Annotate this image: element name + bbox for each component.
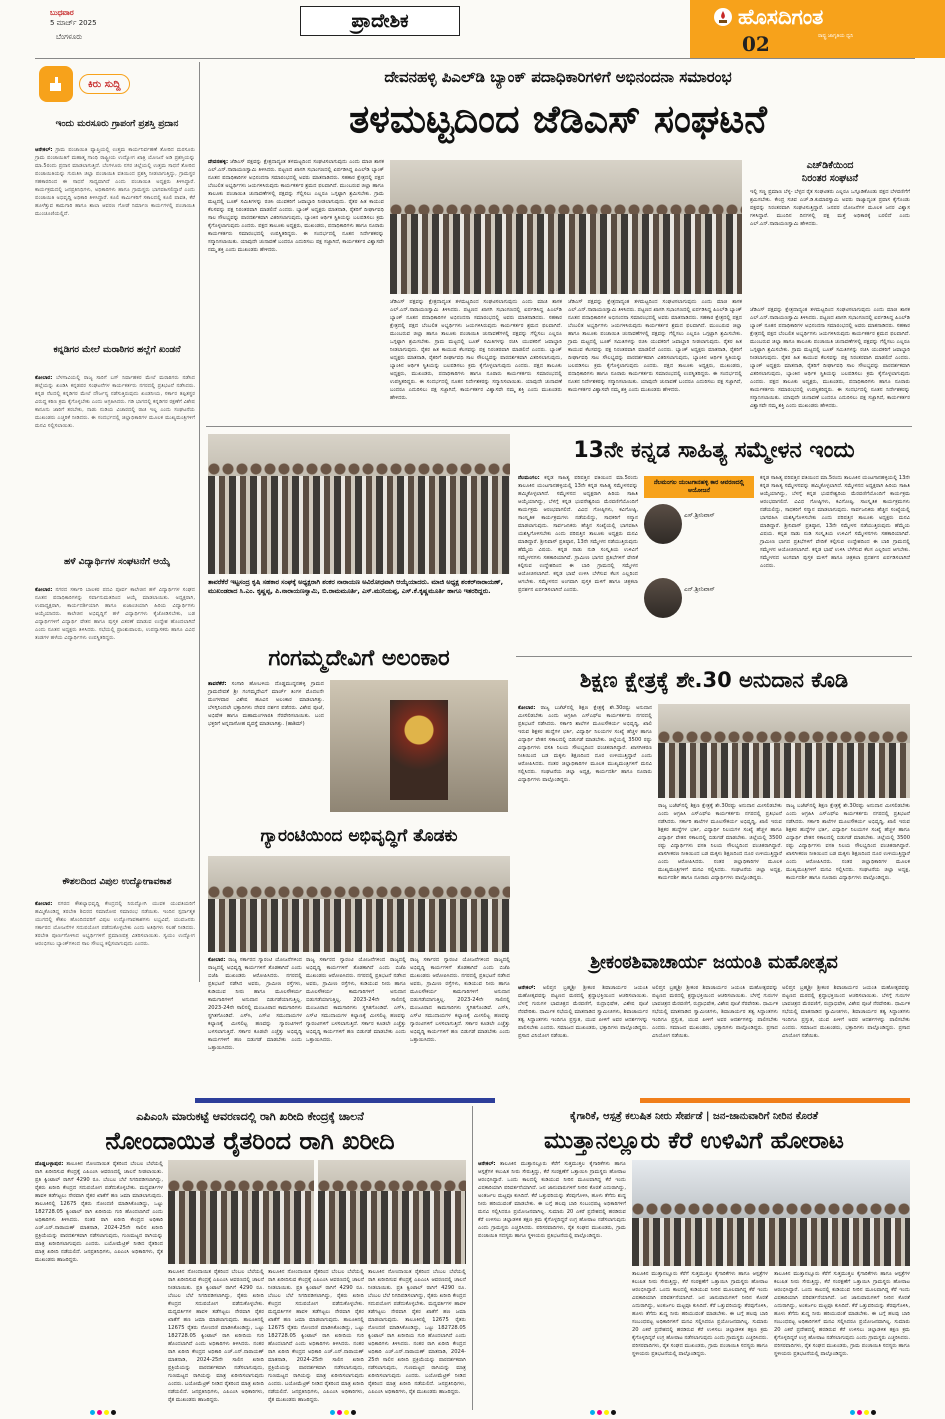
brief-2-body — [35, 374, 195, 550]
education-body-cont-1: ರಾಜ್ಯ ಬಜೆಟ್‌ನಲ್ಲಿ ಶಿಕ್ಷಣ ಕ್ಷೇತ್ರಕ್ಕೆ ಶೇ.30ರಷ್ಟು ಅನುದಾನ ಮೀಸಲಿಡಬೇಕು ಎಂದು ಆಗ್ರಹಿಸಿ ಎಸ್‌ಎಫ್‌ಐ ಕಾರ್ಯಕರ್ತರು ನಗರದಲ್ಲಿ ಪ್ರತಿಭಟನೆ ನಡೆಸಿದರು. ಸರ್ಕಾರಿ ಶಾಲೆಗಳ ಮೂಲಸೌಕರ್ಯ ಅಭಿವೃದ್ಧಿ, ಖಾಲಿ ಇರುವ ಶಿಕ್ಷಕರ ಹುದ್ದೆಗಳ ಭರ್ತಿ, ವಿದ್ಯಾರ್ಥಿ ನಿಲಯಗಳ ಸಂಖ್ಯೆ ಹೆಚ್ಚಳ ಹಾಗೂ ವಿದ್ಯಾರ್ಥಿ ವೇತನ ಸಕಾಲದಲ್ಲಿ ಬಿಡುಗಡೆ ಮಾಡಬೇಕು. ಜಿಲ್ಲೆಯಲ್ಲಿ 3500 ರಷ್ಟು ವಿದ್ಯಾರ್ಥಿಗಳು ವಸತಿ ನಿಲಯ ಸೌಲಭ್ಯದಿಂದ ವಂಚಿತರಾಗಿದ್ದಾರೆ. ಖಾಸಗೀಕರಣ ನೀತಿಯಿಂದ ಬಡ ಮಕ್ಕಳು ಶಿಕ್ಷಣದಿಂದ ದೂರ ಉಳಿಯುತ್ತಿದ್ದಾರೆ ಎಂದು ಆರೋಪಿಸಿದರು. ನಂತರ ಜಿಲ್ಲಾಧಿಕಾರಿಗಳ ಮೂಲಕ ಮುಖ್ಯಮಂತ್ರಿಗಳಿಗೆ ಮನವಿ ಸಲ್ಲಿಸಿದರು. ಸಂಘಟನೆಯ ಜಿಲ್ಲಾ ಅಧ್ಯಕ್ಷ, ಕಾರ್ಯದರ್ಶಿ ಹಾಗೂ ನೂರಾರು ವಿದ್ಯಾರ್ಥಿಗಳು ಪಾಲ್ಗೊಂಡಿದ್ದರು. — [658, 803, 782, 881]
masthead-date: 5 ಮಾರ್ಚ್ 2025 — [50, 19, 97, 27]
brief-1-body — [35, 146, 195, 338]
lead-bottom-rule — [206, 426, 912, 427]
guarantee-headline: ಗ್ಯಾರಂಟಿಯಿಂದ ಅಭಿವೃದ್ಧಿಗೆ ತೊಡಕು — [260, 826, 458, 846]
ragi-headline: ನೋಂದಾಯಿತ ರೈತರಿಂದ ರಾಗಿ ಖರೀದಿ — [105, 1127, 395, 1155]
sahitya-badge-text: ನೆಲಮಂಗಲ ಯಂಟಗಾನಹಳ್ಳಿ ಕಾರ ಆವರಣದಲ್ಲಿ ಆಯೋಜನೆ — [653, 479, 745, 494]
felicitation-caption: ತಾವರೆಕೆರೆ ಇಟ್ಟಸಂದ್ರ ಕೃಷಿ ಸಹಕಾರ ಸಂಘಕ್ಕೆ ಅಧ್ಯಕ್ಷರಾಗಿ ಶಂಕರ ನಾರಾಯಣ ಅವಿರೋಧವಾಗಿ ಆಯ್ಕೆಯಾದರು. ಮಾಜಿ ಅಧ್ಯಕ್ಷ ಶಂಕರ್‌ನಾರಾಯಣ್, ಮುಖಂಡರಾದ ಸಿ.ಎಂ. ಕೃಷ್ಣಪ್ಪ, ಪಿ.ನಾರಾಯಣಸ್ವಾಮಿ, ಬಿ.ರಾಮಮೂರ್ತಿ, ಎಸ್.ಮುನಿಯಪ್ಪ, ಎಸ್.ಕೆ.ಕೃಷ್ಣಮೂರ್ತಿ ಹಾಗೂ ಇತರರಿದ್ದರು. — [208, 578, 503, 595]
sahitya-body-text: ಕನ್ನಡ ಸಾಹಿತ್ಯ ಪರಿಷತ್ತಿನ ವತಿಯಿಂದ ಮಾ.5ರಂದು ತಾಲೂಕಿನ ಯಂಟಗಾನಹಳ್ಳಿಯಲ್ಲಿ 13ನೇ ಕನ್ನಡ ಸಾಹಿತ್ಯ ಸಮ್ಮೇಳನವನ್ನು ಹಮ್ಮಿಕೊಳ್ಳಲಾಗಿದೆ. ಸಮ್ಮೇಳನದ ಅಧ್ಯಕ್ಷರಾಗಿ ಹಿರಿಯ ಸಾಹಿತಿ ಆಯ್ಕೆಯಾಗಿದ್ದು, ಬೆಳಗ್ಗೆ ಕನ್ನಡ ಭುವನೇಶ್ವರಿಯ ಮೆರವಣಿಗೆಯೊಂದಿಗೆ ಕಾರ್ಯಕ್ರಮ ಆರಂಭವಾಗಲಿದೆ. ವಿವಿಧ ಗೋಷ್ಠಿಗಳು, ಕವಿಗೋಷ್ಠಿ, ಸಾಂಸ್ಕೃತಿಕ ಕಾರ್ಯಕ್ರಮಗಳು ನಡೆಯಲಿದ್ದು, ಸಾಧಕರಿಗೆ ಸನ್ಮಾನ ಮಾಡಲಾಗುವುದು. ಸಾರ್ವಜನಿಕರು ಹೆಚ್ಚಿನ ಸಂಖ್ಯೆಯಲ್ಲಿ ಭಾಗವಹಿಸಿ ಯಶಸ್ವಿಗೊಳಿಸಬೇಕು ಎಂದು ಪರಿಷತ್ತಿನ ತಾಲೂಕು ಅಧ್ಯಕ್ಷರು ಮನವಿ ಮಾಡಿದ್ದಾರೆ. ಶ್ರೀನಿವಾಸ್ ಪ್ರತಿಷ್ಠಾನ, 13ನೇ ಸಮ್ಮೇಳನ ನಡೆಯುತ್ತಿರುವುದು ಹೆಮ್ಮೆಯ ವಿಷಯ. ಕನ್ನಡ ನಾಡು ನುಡಿ ಸಂಸ್ಕೃತಿಯ ಉಳಿವಿಗೆ ಸಮ್ಮೇಳನಗಳು ಸಹಕಾರಿಯಾಗಿವೆ. ಗ್ರಾಮೀಣ ಭಾಗದ ಪ್ರತಿಭೆಗಳಿಗೆ ವೇದಿಕೆ ಕಲ್ಪಿಸುವ ಉದ್ದೇಶದಿಂದ ಈ ಬಾರಿ ಗ್ರಾಮದಲ್ಲಿ ಸಮ್ಮೇಳನ ಆಯೋಜಿಸಲಾಗಿದೆ. ಕನ್ನಡ ಭಾಷೆ ಉಳಿಸಿ ಬೆಳೆಸುವ ಕೆಲಸ ಎಲ್ಲರಿಂದ ಆಗಬೇಕು. ಸಮ್ಮೇಳನದ ಅಂಗವಾಗಿ ಪುಸ್ತಕ ಮಳಿಗೆ ಹಾಗೂ ಚಿತ್ರಕಲಾ ಪ್ರದರ್ಶನ ಏರ್ಪಡಿಸಲಾಗಿದೆ ಎಂದರು. — [518, 475, 638, 593]
lead-dateline: ದೇವನಹಳ್ಳಿ: — [208, 159, 229, 165]
sahitya-portrait-2 — [644, 578, 682, 618]
guarantee-dateline: ಕೋಲಾರ: — [208, 957, 226, 963]
paper-tagline: ರಾಷ್ಟ್ರ ಜಾಗೃತಿಯ ಧ್ವನಿ — [818, 33, 854, 39]
guarantee-body-cont-1: ರಾಜ್ಯ ಸರ್ಕಾರದ ಗ್ಯಾರಂಟಿ ಯೋಜನೆಗಳಿಂದ ರಾಜ್ಯದಲ್ಲಿ ಅಭಿವೃದ್ಧಿ ಕಾರ್ಯಗಳಿಗೆ ತೊಡಕಾಗಿದೆ ಎಂದು ಬಿಜೆಪಿ ಮುಖಂಡರು ಆರೋಪಿಸಿದರು. ನಗರದಲ್ಲಿ ಪ್ರತಿಭಟನೆ ನಡೆಸಿದ ಅವರು, ಗ್ರಾಮೀಣ ರಸ್ತೆಗಳು, ಕುಡಿಯುವ ನೀರು ಹಾಗೂ ಮೂಲಸೌಕರ್ಯ ಕಾಮಗಾರಿಗಳಿಗೆ ಅನುದಾನ ಬಿಡುಗಡೆಯಾಗುತ್ತಿಲ್ಲ. 2023-24ನೇ ಸಾಲಿನಲ್ಲಿ ಮಂಜೂರಾದ ಕಾಮಗಾರಿಗಳು ಸ್ಥಗಿತಗೊಂಡಿವೆ. ಎಸ್‌ಸಿ, ಎಸ್‌ಟಿ ಸಮುದಾಯಗಳ ಕಲ್ಯಾಣಕ್ಕೆ ಮೀಸಲಿಟ್ಟ ಹಣವನ್ನು ಗ್ಯಾರಂಟಿಗಳಿಗೆ ಬಳಸಲಾಗುತ್ತಿದೆ. ಸರ್ಕಾರ ಕೂಡಲೇ ಎಚ್ಚೆತ್ತು ಅಭಿವೃದ್ಧಿ ಕಾರ್ಯಗಳಿಗೆ ಹಣ ಬಿಡುಗಡೆ ಮಾಡಬೇಕು ಎಂದು ಒತ್ತಾಯಿಸಿದರು. — [306, 957, 406, 1043]
sahitya-person-1: ಎಸ್.ಶ್ರೀನಿವಾಸ್ — [684, 512, 715, 519]
band-right — [640, 1098, 910, 1103]
education-headline: ಶಿಕ್ಷಣ ಕ್ಷೇತ್ರಕ್ಕೆ ಶೇ.30 ಅನುದಾನ ಕೊಡಿ — [579, 668, 849, 692]
brief-2-title: ಕನ್ನಡಿಗರ ಮೇಲೆ ಮರಾಠಿಗರ ಹಲ್ಲೆಗೆ ಖಂಡನೆ — [53, 345, 181, 355]
education-body-cont-2: ರಾಜ್ಯ ಬಜೆಟ್‌ನಲ್ಲಿ ಶಿಕ್ಷಣ ಕ್ಷೇತ್ರಕ್ಕೆ ಶೇ.30ರಷ್ಟು ಅನುದಾನ ಮೀಸಲಿಡಬೇಕು ಎಂದು ಆಗ್ರಹಿಸಿ ಎಸ್‌ಎಫ್‌ಐ ಕಾರ್ಯಕರ್ತರು ನಗರದಲ್ಲಿ ಪ್ರತಿಭಟನೆ ನಡೆಸಿದರು. ಸರ್ಕಾರಿ ಶಾಲೆಗಳ ಮೂಲಸೌಕರ್ಯ ಅಭಿವೃದ್ಧಿ, ಖಾಲಿ ಇರುವ ಶಿಕ್ಷಕರ ಹುದ್ದೆಗಳ ಭರ್ತಿ, ವಿದ್ಯಾರ್ಥಿ ನಿಲಯಗಳ ಸಂಖ್ಯೆ ಹೆಚ್ಚಳ ಹಾಗೂ ವಿದ್ಯಾರ್ಥಿ ವೇತನ ಸಕಾಲದಲ್ಲಿ ಬಿಡುಗಡೆ ಮಾಡಬೇಕು. ಜಿಲ್ಲೆಯಲ್ಲಿ 3500 ರಷ್ಟು ವಿದ್ಯಾರ್ಥಿಗಳು ವಸತಿ ನಿಲಯ ಸೌಲಭ್ಯದಿಂದ ವಂಚಿತರಾಗಿದ್ದಾರೆ. ಖಾಸಗೀಕರಣ ನೀತಿಯಿಂದ ಬಡ ಮಕ್ಕಳು ಶಿಕ್ಷಣದಿಂದ ದೂರ ಉಳಿಯುತ್ತಿದ್ದಾರೆ ಎಂದು ಆರೋಪಿಸಿದರು. ನಂತರ ಜಿಲ್ಲಾಧಿಕಾರಿಗಳ ಮೂಲಕ ಮುಖ್ಯಮಂತ್ರಿಗಳಿಗೆ ಮನವಿ ಸಲ್ಲಿಸಿದರು. ಸಂಘಟನೆಯ ಜಿಲ್ಲಾ ಅಧ್ಯಕ್ಷ, ಕಾರ್ಯದರ್ಶಿ ಹಾಗೂ ನೂರಾರು ವಿದ್ಯಾರ್ಥಿಗಳು ಪಾಲ್ಗೊಂಡಿದ್ದರು. — [786, 803, 910, 881]
page-number: 02 — [742, 32, 770, 56]
brief-2-dateline: ಕೋಲಾರ: — [35, 375, 53, 381]
kirusuddi-label — [79, 74, 130, 94]
sahitya-bottom-rule — [516, 656, 912, 657]
ragi-body-cont-3: ತಾಲೂಕಿನ ನೋಂದಾಯಿತ ರೈತರಿಂದ ಬೆಂಬಲ ಬೆಲೆಯಲ್ಲಿ ರಾಗಿ ಖರೀದಿಸುವ ಕೇಂದ್ರಕ್ಕೆ ಎಪಿಎಂಸಿ ಆವರಣದಲ್ಲಿ ಚಾಲನೆ ನೀಡಲಾಯಿತು. ಪ್ರತಿ ಕ್ವಿಂಟಾಲ್ ರಾಗಿಗೆ 4290 ರೂ. ಬೆಂಬಲ ಬೆಲೆ ನಿಗದಿಪಡಿಸಲಾಗಿದ್ದು, ರೈತರು ಖರೀದಿ ಕೇಂದ್ರದ ಸದುಪಯೋಗ ಪಡೆದುಕೊಳ್ಳಬೇಕು. ಮಧ್ಯವರ್ತಿಗಳ ಹಾವಳಿ ತಡೆಗಟ್ಟಲು ನೇರವಾಗಿ ರೈತರ ಖಾತೆಗೆ ಹಣ ಜಮಾ ಮಾಡಲಾಗುವುದು. ತಾಲೂಕಿನಲ್ಲಿ 12675 ರೈತರು ನೋಂದಣಿ ಮಾಡಿಸಿಕೊಂಡಿದ್ದು, ಒಟ್ಟು 182728.05 ಕ್ವಿಂಟಾಲ್ ರಾಗಿ ಖರೀದಿಯ ಗುರಿ ಹೊಂದಲಾಗಿದೆ ಎಂದು ಅಧಿಕಾರಿಗಳು ತಿಳಿಸಿದರು. ನಂತರ ರಾಗಿ ಖರೀದಿ ಕೇಂದ್ರದ ಅಧಿಕಾರಿ ಎಚ್.ಎನ್.ನಾರಾಯಣ್ ಮಾತನಾಡಿ, 2024-25ನೇ ಸಾಲಿನ ಖರೀದಿ ಪ್ರಕ್ರಿಯೆಯನ್ನು ಪಾರದರ್ಶಕವಾಗಿ ನಡೆಸಲಾಗುವುದು, ಗುಣಮಟ್ಟದ ರಾಗಿಯನ್ನು ಮಾತ್ರ ಖರೀದಿಸಲಾಗುವುದು ಎಂದರು. ಬಯೋಮೆಟ್ರಿಕ್ ನೀಡಿದ ರೈತರಿಂದ ಮಾತ್ರ ಖರೀದಿ ನಡೆಯಲಿದೆ. ಜನಪ್ರತಿನಿಧಿಗಳು, ಎಪಿಎಂಸಿ ಅಧಿಕಾರಿಗಳು, ರೈತ ಮುಖಂಡರು ಹಾಜರಿದ್ದರು. — [368, 1269, 466, 1395]
gangamma-body — [208, 680, 324, 816]
ragi-body-cont-2: ತಾಲೂಕಿನ ನೋಂದಾಯಿತ ರೈತರಿಂದ ಬೆಂಬಲ ಬೆಲೆಯಲ್ಲಿ ರಾಗಿ ಖರೀದಿಸುವ ಕೇಂದ್ರಕ್ಕೆ ಎಪಿಎಂಸಿ ಆವರಣದಲ್ಲಿ ಚಾಲನೆ ನೀಡಲಾಯಿತು. ಪ್ರತಿ ಕ್ವಿಂಟಾಲ್ ರಾಗಿಗೆ 4290 ರೂ. ಬೆಂಬಲ ಬೆಲೆ ನಿಗದಿಪಡಿಸಲಾಗಿದ್ದು, ರೈತರು ಖರೀದಿ ಕೇಂದ್ರದ ಸದುಪಯೋಗ ಪಡೆದುಕೊಳ್ಳಬೇಕು. ಮಧ್ಯವರ್ತಿಗಳ ಹಾವಳಿ ತಡೆಗಟ್ಟಲು ನೇರವಾಗಿ ರೈತರ ಖಾತೆಗೆ ಹಣ ಜಮಾ ಮಾಡಲಾಗುವುದು. ತಾಲೂಕಿನಲ್ಲಿ 12675 ರೈತರು ನೋಂದಣಿ ಮಾಡಿಸಿಕೊಂಡಿದ್ದು, ಒಟ್ಟು 182728.05 ಕ್ವಿಂಟಾಲ್ ರಾಗಿ ಖರೀದಿಯ ಗುರಿ ಹೊಂದಲಾಗಿದೆ ಎಂದು ಅಧಿಕಾರಿಗಳು ತಿಳಿಸಿದರು. ನಂತರ ರಾಗಿ ಖರೀದಿ ಕೇಂದ್ರದ ಅಧಿಕಾರಿ ಎಚ್.ಎನ್.ನಾರಾಯಣ್ ಮಾತನಾಡಿ, 2024-25ನೇ ಸಾಲಿನ ಖರೀದಿ ಪ್ರಕ್ರಿಯೆಯನ್ನು ಪಾರದರ್ಶಕವಾಗಿ ನಡೆಸಲಾಗುವುದು, ಗುಣಮಟ್ಟದ ರಾಗಿಯನ್ನು ಮಾತ್ರ ಖರೀದಿಸಲಾಗುವುದು ಎಂದರು. ಬಯೋಮೆಟ್ರಿಕ್ ನೀಡಿದ ರೈತರಿಂದ ಮಾತ್ರ ಖರೀದಿ ನಡೆಯಲಿದೆ. ಜನಪ್ರತಿನಿಧಿಗಳು, ಎಪಿಎಂಸಿ ಅಧಿಕಾರಿಗಳು, ರೈತ ಮುಖಂಡರು ಹಾಜರಿದ್ದರು. — [268, 1269, 364, 1403]
education-photo — [658, 704, 910, 798]
brief-1-title: ಇಂದು ಮರಸೂರು ಗ್ರಾಪಂಗೆ ಪ್ರಶಸ್ತಿ ಪ್ರದಾನ — [55, 119, 179, 129]
registration-marks-1 — [90, 1410, 116, 1415]
column-rule-bottom — [472, 1106, 473, 1410]
hand-icon — [39, 66, 73, 102]
lead-body-cont-2 — [568, 298, 742, 422]
sahitya-dateline: ನೆಲಮಂಗಲ: — [518, 475, 540, 481]
ragi-body-cont-1: ತಾಲೂಕಿನ ನೋಂದಾಯಿತ ರೈತರಿಂದ ಬೆಂಬಲ ಬೆಲೆಯಲ್ಲಿ ರಾಗಿ ಖರೀದಿಸುವ ಕೇಂದ್ರಕ್ಕೆ ಎಪಿಎಂಸಿ ಆವರಣದಲ್ಲಿ ಚಾಲನೆ ನೀಡಲಾಯಿತು. ಪ್ರತಿ ಕ್ವಿಂಟಾಲ್ ರಾಗಿಗೆ 4290 ರೂ. ಬೆಂಬಲ ಬೆಲೆ ನಿಗದಿಪಡಿಸಲಾಗಿದ್ದು, ರೈತರು ಖರೀದಿ ಕೇಂದ್ರದ ಸದುಪಯೋಗ ಪಡೆದುಕೊಳ್ಳಬೇಕು. ಮಧ್ಯವರ್ತಿಗಳ ಹಾವಳಿ ತಡೆಗಟ್ಟಲು ನೇರವಾಗಿ ರೈತರ ಖಾತೆಗೆ ಹಣ ಜಮಾ ಮಾಡಲಾಗುವುದು. ತಾಲೂಕಿನಲ್ಲಿ 12675 ರೈತರು ನೋಂದಣಿ ಮಾಡಿಸಿಕೊಂಡಿದ್ದು, ಒಟ್ಟು 182728.05 ಕ್ವಿಂಟಾಲ್ ರಾಗಿ ಖರೀದಿಯ ಗುರಿ ಹೊಂದಲಾಗಿದೆ ಎಂದು ಅಧಿಕಾರಿಗಳು ತಿಳಿಸಿದರು. ನಂತರ ರಾಗಿ ಖರೀದಿ ಕೇಂದ್ರದ ಅಧಿಕಾರಿ ಎಚ್.ಎನ್.ನಾರಾಯಣ್ ಮಾತನಾಡಿ, 2024-25ನೇ ಸಾಲಿನ ಖರೀದಿ ಪ್ರಕ್ರಿಯೆಯನ್ನು ಪಾರದರ್ಶಕವಾಗಿ ನಡೆಸಲಾಗುವುದು, ಗುಣಮಟ್ಟದ ರಾಗಿಯನ್ನು ಮಾತ್ರ ಖರೀದಿಸಲಾಗುವುದು ಎಂದರು. ಬಯೋಮೆಟ್ರಿಕ್ ನೀಡಿದ ರೈತರಿಂದ ಮಾತ್ರ ಖರೀದಿ ನಡೆಯಲಿದೆ. ಜನಪ್ರತಿನಿಧಿಗಳು, ಎಪಿಎಂಸಿ ಅಧಿಕಾರಿಗಳು, ರೈತ ಮುಖಂಡರು ಹಾಜರಿದ್ದರು. — [168, 1269, 264, 1403]
brief-1-dateline: ಆನೇಕಲ್: — [35, 147, 53, 153]
lead-body — [208, 158, 384, 422]
brief-4-body — [35, 900, 195, 980]
sahitya-person-2: ಎನ್.ಶ್ರೀನಿವಾಸ್ — [684, 586, 715, 593]
lake-body-cont-2: ತಾಲೂಕಿನ ಮುತ್ತಾನಲ್ಲೂರು ಕೆರೆಗೆ ಸುತ್ತಮುತ್ತಲ ಕೈಗಾರಿಕೆಗಳು ಹಾಗೂ ಆಸ್ಪತ್ರೆಗಳ ಕಲುಷಿತ ನೀರು ಸೇರುತ್ತಿದ್ದು, ಕೆರೆ ಸಂರಕ್ಷಣೆಗೆ ಒತ್ತಾಯಿಸಿ ಗ್ರಾಮಸ್ಥರು ಹೋರಾಟ ಆರಂಭಿಸಿದ್ದಾರೆ. ಒಂದು ಕಾಲದಲ್ಲಿ ಕುಡಿಯುವ ನೀರಿನ ಮೂಲವಾಗಿದ್ದ ಕೆರೆ ಇಂದು ವಿಷಕಾರಿಯಾಗಿ ಪರಿವರ್ತನೆಯಾಗಿದೆ. ಜನ ಜಾನುವಾರುಗಳಿಗೆ ನೀರಿನ ಕೊರತೆ ಎದುರಾಗಿದ್ದು, ಅಂತರ್ಜಲ ಮಟ್ಟವೂ ಕುಸಿದಿದೆ. ಕೆರೆ ಒತ್ತುವರಿಯನ್ನು ತೆರವುಗೊಳಿಸಿ, ಹೂಳು ತೆಗೆದು ಶುದ್ಧ ನೀರು ಹರಿಯುವಂತೆ ಮಾಡಬೇಕು. ಈ ಬಗ್ಗೆ ಹಲವು ಬಾರಿ ಸಂಬಂಧಪಟ್ಟ ಅಧಿಕಾರಿಗಳಿಗೆ ಮನವಿ ಸಲ್ಲಿಸಿದರೂ ಪ್ರಯೋಜನವಾಗಿಲ್ಲ. ಸುಮಾರು 20 ಎಕರೆ ಪ್ರದೇಶದಲ್ಲಿ ಹರಡಿರುವ ಕೆರೆ ಉಳಿಸಲು ಜಿಲ್ಲಾಡಳಿತ ತಕ್ಷಣ ಕ್ರಮ ಕೈಗೊಳ್ಳದಿದ್ದರೆ ಉಗ್ರ ಹೋರಾಟ ನಡೆಸಲಾಗುವುದು ಎಂದು ಗ್ರಾಮಸ್ಥರು ಎಚ್ಚರಿಸಿದರು. ಪರಿಸರವಾದಿಗಳು, ರೈತ ಸಂಘದ ಮುಖಂಡರು, ಗ್ರಾಮ ಪಂಚಾಯಿತಿ ಸದಸ್ಯರು ಹಾಗೂ ಸ್ಥಳೀಯರು ಪ್ರತಿಭಟನೆಯಲ್ಲಿ ಪಾಲ್ಗೊಂಡಿದ್ದರು. — [774, 1271, 910, 1357]
masthead-city: ಬೆಂಗಳೂರು — [56, 33, 83, 41]
lead-body-cont-1 — [390, 298, 562, 422]
paper-name: ಹೊಸದಿಗಂತ — [738, 4, 824, 29]
jayanthi-body-cont-1: ಅಲಿಪ್ತನ ಬ್ರಹ್ಮಶ್ರೀ ಶ್ರೀಕಂಠ ಶಿವಾಚಾರ್ಯರ ಜಯಂತಿ ಮಹೋತ್ಸವವನ್ನು ಪಟ್ಟಣದ ಮಠದಲ್ಲಿ ಶ್ರದ್ಧಾಭಕ್ತಿಯಿಂದ ಆಚರಿಸಲಾಯಿತು. ಬೆಳಗ್ಗೆ ಗುರುಗಳ ಭಾವಚಿತ್ರದ ಮೆರವಣಿಗೆ, ರುದ್ರಾಭಿಷೇಕ, ವಿಶೇಷ ಪೂಜೆ ನೆರವೇರಿತು. ಧಾರ್ಮಿಕ ಸಭೆಯಲ್ಲಿ ಮಾತನಾಡಿದ ಸ್ವಾಮೀಜಿಗಳು, ಶಿವಾಚಾರ್ಯರ ತತ್ವ ಸಿದ್ಧಾಂತಗಳು ಇಂದಿಗೂ ಪ್ರಸ್ತುತ, ಯುವ ಪೀಳಿಗೆ ಅವರ ಆದರ್ಶಗಳನ್ನು ಪಾಲಿಸಬೇಕು ಎಂದರು. ಸಮಾಜದ ಮುಖಂಡರು, ಭಕ್ತಾದಿಗಳು ಪಾಲ್ಗೊಂಡಿದ್ದರು. ಪ್ರಸಾದ ವಿನಿಯೋಗ ನಡೆಯಿತು. — [652, 985, 778, 1039]
lake-photo — [632, 1160, 910, 1266]
brief-3-title: ಹಳೆ ವಿದ್ಯಾರ್ಥಿಗಳ ಸಂಘಟನೆಗೆ ಆಯ್ಕೆ — [64, 557, 170, 567]
education-dateline: ಕೋಲಾರ: — [518, 705, 536, 711]
brief-3-dateline: ಕೋಲಾರ: — [35, 587, 53, 593]
guarantee-photo — [208, 856, 510, 952]
ragi-photo-2 — [318, 1160, 466, 1264]
lead-body-text: ಜೆಡಿಎಸ್ ಪಕ್ಷವನ್ನು ಕ್ಷೇತ್ರದಾದ್ಯಂತ ತಳಮಟ್ಟದಿಂದ ಸಂಘಟಿಸಲಾಗುವುದು ಎಂದು ಮಾಜಿ ಶಾಸಕ ಎಲ್.ಎನ್.ನಾರಾಯಣಸ್ವಾಮಿ ತಿಳಿಸಿದರು. ಪಟ್ಟಣದ ಖಾಸಗಿ ಸಭಾಂಗಣದಲ್ಲಿ ಏರ್ಪಡಿಸಿದ್ದ ಪಿಎಲ್‌ಡಿ ಬ್ಯಾಂಕ್ ನೂತನ ಪದಾಧಿಕಾರಿಗಳ ಅಭಿನಂದನಾ ಸಮಾರಂಭದಲ್ಲಿ ಅವರು ಮಾತನಾಡಿದರು. ಸಹಕಾರ ಕ್ಷೇತ್ರದಲ್ಲಿ ಪಕ್ಷದ ಬೆಂಬಲಿತ ಅಭ್ಯರ್ಥಿಗಳು ಜಯಗಳಿಸಿರುವುದು ಕಾರ್ಯಕರ್ತರ ಶ್ರಮದ ಫಲವಾಗಿದೆ. ಮುಂಬರುವ ಜಿಲ್ಲಾ ಹಾಗೂ ತಾಲೂಕು ಪಂಚಾಯಿತಿ ಚುನಾವಣೆಗಳಲ್ಲಿ ಪಕ್ಷವನ್ನು ಗೆಲ್ಲಿಸಲು ಎಲ್ಲರೂ ಒಗ್ಗಟ್ಟಾಗಿ ಶ್ರಮಿಸಬೇಕು. ಗ್ರಾಮ ಮಟ್ಟದಲ್ಲಿ ಬೂತ್ ಸಮಿತಿಗಳನ್ನು ರಚಿಸಿ ಯುವಕರಿಗೆ ಜವಾಬ್ದಾರಿ ನೀಡಲಾಗುವುದು. ರೈತರ ಹಿತ ಕಾಯುವ ಕೆಲಸವನ್ನು ಪಕ್ಷ ನಿರಂತರವಾಗಿ ಮಾಡಲಿದೆ ಎಂದರು. ಬ್ಯಾಂಕ್ ಅಧ್ಯಕ್ಷರು ಮಾತನಾಡಿ, ರೈತರಿಗೆ ದೀರ್ಘಾವಧಿ ಸಾಲ ಸೌಲಭ್ಯವನ್ನು ಪಾರದರ್ಶಕವಾಗಿ ವಿತರಿಸಲಾಗುವುದು, ಬ್ಯಾಂಕಿನ ಆರ್ಥಿಕ ಸ್ಥಿತಿಯನ್ನು ಬಲಪಡಿಸಲು ಕ್ರಮ ಕೈಗೊಳ್ಳಲಾಗುವುದು ಎಂದರು. ಪಕ್ಷದ ತಾಲೂಕು ಅಧ್ಯಕ್ಷರು, ಮುಖಂಡರು, ಪದಾಧಿಕಾರಿಗಳು ಹಾಗೂ ನೂರಾರು ಕಾರ್ಯಕರ್ತರು ಸಮಾರಂಭದಲ್ಲಿ ಉಪಸ್ಥಿತರಿದ್ದರು. ಈ ಸಂದರ್ಭದಲ್ಲಿ ನೂತನ ನಿರ್ದೇಶಕರನ್ನು ಸನ್ಮಾನಿಸಲಾಯಿತು. ಯಾವುದೇ ಚುನಾವಣೆ ಬಂದರೂ ಎದುರಿಸಲು ಪಕ್ಷ ಸಜ್ಜಾಗಿದೆ, ಕಾರ್ಯಕರ್ತರ ವಿಶ್ವಾಸವೇ ನಮ್ಮ ಶಕ್ತಿ ಎಂದು ಮುಖಂಡರು ಹೇಳಿದರು. — [208, 159, 384, 253]
column-rule-left — [199, 62, 200, 982]
sahitya-body — [518, 474, 638, 650]
ragi-body-text: ತಾಲೂಕಿನ ನೋಂದಾಯಿತ ರೈತರಿಂದ ಬೆಂಬಲ ಬೆಲೆಯಲ್ಲಿ ರಾಗಿ ಖರೀದಿಸುವ ಕೇಂದ್ರಕ್ಕೆ ಎಪಿಎಂಸಿ ಆವರಣದಲ್ಲಿ ಚಾಲನೆ ನೀಡಲಾಯಿತು. ಪ್ರತಿ ಕ್ವಿಂಟಾಲ್ ರಾಗಿಗೆ 4290 ರೂ. ಬೆಂಬಲ ಬೆಲೆ ನಿಗದಿಪಡಿಸಲಾಗಿದ್ದು, ರೈತರು ಖರೀದಿ ಕೇಂದ್ರದ ಸದುಪಯೋಗ ಪಡೆದುಕೊಳ್ಳಬೇಕು. ಮಧ್ಯವರ್ತಿಗಳ ಹಾವಳಿ ತಡೆಗಟ್ಟಲು ನೇರವಾಗಿ ರೈತರ ಖಾತೆಗೆ ಹಣ ಜಮಾ ಮಾಡಲಾಗುವುದು. ತಾಲೂಕಿನಲ್ಲಿ 12675 ರೈತರು ನೋಂದಣಿ ಮಾಡಿಸಿಕೊಂಡಿದ್ದು, ಒಟ್ಟು 182728.05 ಕ್ವಿಂಟಾಲ್ ರಾಗಿ ಖರೀದಿಯ ಗುರಿ ಹೊಂದಲಾಗಿದೆ ಎಂದು ಅಧಿಕಾರಿಗಳು ತಿಳಿಸಿದರು. ನಂತರ ರಾಗಿ ಖರೀದಿ ಕೇಂದ್ರದ ಅಧಿಕಾರಿ ಎಚ್.ಎನ್.ನಾರಾಯಣ್ ಮಾತನಾಡಿ, 2024-25ನೇ ಸಾಲಿನ ಖರೀದಿ ಪ್ರಕ್ರಿಯೆಯನ್ನು ಪಾರದರ್ಶಕವಾಗಿ ನಡೆಸಲಾಗುವುದು, ಗುಣಮಟ್ಟದ ರಾಗಿಯನ್ನು ಮಾತ್ರ ಖರೀದಿಸಲಾಗುವುದು ಎಂದರು. ಬಯೋಮೆಟ್ರಿಕ್ ನೀಡಿದ ರೈತರಿಂದ ಮಾತ್ರ ಖರೀದಿ ನಡೆಯಲಿದೆ. ಜನಪ್ರತಿನಿಧಿಗಳು, ಎಪಿಎಂಸಿ ಅಧಿಕಾರಿಗಳು, ರೈತ ಮುಖಂಡರು ಹಾಜರಿದ್ದರು. — [35, 1161, 163, 1263]
gangamma-dateline: ತಾವರೆಕೆರೆ: — [208, 681, 227, 687]
guarantee-body-cont-2: ರಾಜ್ಯ ಸರ್ಕಾರದ ಗ್ಯಾರಂಟಿ ಯೋಜನೆಗಳಿಂದ ರಾಜ್ಯದಲ್ಲಿ ಅಭಿವೃದ್ಧಿ ಕಾರ್ಯಗಳಿಗೆ ತೊಡಕಾಗಿದೆ ಎಂದು ಬಿಜೆಪಿ ಮುಖಂಡರು ಆರೋಪಿಸಿದರು. ನಗರದಲ್ಲಿ ಪ್ರತಿಭಟನೆ ನಡೆಸಿದ ಅವರು, ಗ್ರಾಮೀಣ ರಸ್ತೆಗಳು, ಕುಡಿಯುವ ನೀರು ಹಾಗೂ ಮೂಲಸೌಕರ್ಯ ಕಾಮಗಾರಿಗಳಿಗೆ ಅನುದಾನ ಬಿಡುಗಡೆಯಾಗುತ್ತಿಲ್ಲ. 2023-24ನೇ ಸಾಲಿನಲ್ಲಿ ಮಂಜೂರಾದ ಕಾಮಗಾರಿಗಳು ಸ್ಥಗಿತಗೊಂಡಿವೆ. ಎಸ್‌ಸಿ, ಎಸ್‌ಟಿ ಸಮುದಾಯಗಳ ಕಲ್ಯಾಣಕ್ಕೆ ಮೀಸಲಿಟ್ಟ ಹಣವನ್ನು ಗ್ಯಾರಂಟಿಗಳಿಗೆ ಬಳಸಲಾಗುತ್ತಿದೆ. ಸರ್ಕಾರ ಕೂಡಲೇ ಎಚ್ಚೆತ್ತು ಅಭಿವೃದ್ಧಿ ಕಾರ್ಯಗಳಿಗೆ ಹಣ ಬಿಡುಗಡೆ ಮಾಡಬೇಕು ಎಂದು ಒತ್ತಾಯಿಸಿದರು. — [410, 957, 510, 1043]
lamp-icon — [714, 8, 732, 26]
jayanthi-headline: ಶ್ರೀಕಂಠಶಿವಾಚಾರ್ಯ ಜಯಂತಿ ಮಹೋತ್ಸವ — [590, 952, 838, 973]
brief-2-text: ಬೆಳಗಾವಿಯಲ್ಲಿ ರಾಜ್ಯ ಸಾರಿಗೆ ಬಸ್ ನಿರ್ವಾಹಕರ ಮೇಲೆ ಮರಾಠಿಗರು ನಡೆಸಿದ ಹಲ್ಲೆಯನ್ನು ಖಂಡಿಸಿ ಕನ್ನಡಪರ ಸಂಘಟನೆಗಳ ಕಾರ್ಯಕರ್ತರು ನಗರದಲ್ಲಿ ಪ್ರತಿಭಟನೆ ನಡೆಸಿದರು. ಕನ್ನಡ ನೆಲದಲ್ಲಿ ಕನ್ನಡಿಗರ ಮೇಲೆ ದೌರ್ಜನ್ಯ ನಡೆಸುತ್ತಿರುವುದು ಖಂಡನೀಯ, ಸರ್ಕಾರ ತಪ್ಪಿತಸ್ಥರ ವಿರುದ್ಧ ಕಠಿಣ ಕ್ರಮ ಕೈಗೊಳ್ಳಬೇಕು ಎಂದು ಆಗ್ರಹಿಸಿದರು. ಗಡಿ ಭಾಗದಲ್ಲಿ ಕನ್ನಡಿಗರ ರಕ್ಷಣೆಗೆ ವಿಶೇಷ ಕಾನೂನು ಜಾರಿಗೆ ತರಬೇಕು, ನಾಡು ನುಡಿಯ ವಿಚಾರದಲ್ಲಿ ರಾಜಿ ಇಲ್ಲ ಎಂದು ಸಂಘಟನೆಯ ಮುಖಂಡರು ಎಚ್ಚರಿಕೆ ನೀಡಿದರು. ಈ ಸಂದರ್ಭದಲ್ಲಿ ಜಿಲ್ಲಾಧಿಕಾರಿಗಳ ಮೂಲಕ ಮುಖ್ಯಮಂತ್ರಿಗಳಿಗೆ ಮನವಿ ಸಲ್ಲಿಸಲಾಯಿತು. — [35, 375, 195, 429]
registration-marks-4 — [850, 1410, 876, 1415]
sahitya-body-cont — [760, 474, 910, 650]
sidebar-title-2: ನಿರಂತರ ಸಂಘಟನೆ — [801, 173, 859, 184]
sidebar-body: ಇಲ್ಲಿ ಸಣ್ಣ ಪ್ರಮಾಣ ಬೆಳ್ಳ- ಬೆಳ್ಳದ ರೈತ ಸಂಘಟಿತರು ಎಲ್ಲರೂ ಒಗ್ಗೂಡಿಕೊಂಡು ಪಕ್ಷದ ಬೆಳವಣಿಗೆಗೆ ಶ್ರಮಿಸಬೇಕು. ಕೇಂದ್ರ ಸಚಿವ ಎಚ್.ಡಿ.ಕುಮಾರಸ್ವಾಮಿ ಅವರು ರಾಜ್ಯಾದ್ಯಂತ ಪ್ರವಾಸ ಕೈಗೊಂಡು ಪಕ್ಷವನ್ನು ನಿರಂತರವಾಗಿ ಸಂಘಟಿಸುತ್ತಿದ್ದಾರೆ. ಜನಪರ ಯೋಜನೆಗಳ ಮೂಲಕ ಜನರ ವಿಶ್ವಾಸ ಗಳಿಸಿದ್ದಾರೆ. ಮುಂದಿನ ದಿನಗಳಲ್ಲಿ ಪಕ್ಷ ಮತ್ತೆ ಅಧಿಕಾರಕ್ಕೆ ಬರಲಿದೆ ಎಂದು ಎಲ್.ಎನ್.ನಾರಾಯಣಸ್ವಾಮಿ ಹೇಳಿದರು. — [750, 189, 910, 227]
masthead-day: ಬುಧವಾರ — [50, 8, 74, 17]
brief-4-text: ನಗರದ ಕೌಶಲ್ಯಾಭಿವೃದ್ಧಿ ಕೇಂದ್ರದಲ್ಲಿ ನಿರುದ್ಯೋಗಿ ಯುವಕ ಯುವತಿಯರಿಗೆ ಹಮ್ಮಿಕೊಂಡಿದ್ದ ತರಬೇತಿ ಶಿಬಿರದ ಸಮಾರೋಪ ಸಮಾರಂಭ ನಡೆಯಿತು. ಇಂದಿನ ಸ್ಪರ್ಧಾತ್ಮಕ ಯುಗದಲ್ಲಿ ಕೌಶಲ ಹೊಂದಿದವರಿಗೆ ವಿಪುಲ ಉದ್ಯೋಗಾವಕಾಶಗಳು ಲಭ್ಯವಿವೆ, ಯುವಜನರು ಸರ್ಕಾರದ ಯೋಜನೆಗಳ ಸದುಪಯೋಗ ಪಡೆದುಕೊಳ್ಳಬೇಕು ಎಂದು ಅತಿಥಿಗಳು ಸಲಹೆ ನೀಡಿದರು. ತರಬೇತಿ ಪೂರ್ಣಗೊಳಿಸಿದ ಅಭ್ಯರ್ಥಿಗಳಿಗೆ ಪ್ರಮಾಣಪತ್ರ ವಿತರಿಸಲಾಯಿತು. ಸ್ವಯಂ ಉದ್ಯೋಗ ಆರಂಭಿಸಲು ಬ್ಯಾಂಕ್‌ಗಳಿಂದ ಸಾಲ ಸೌಲಭ್ಯ ಕಲ್ಪಿಸಲಾಗುವುದು ಎಂದರು. — [35, 901, 196, 947]
brief-3-text: ನಗರದ ಸರ್ಕಾರಿ ಬಾಲಕರ ಪದವಿ ಪೂರ್ವ ಕಾಲೇಜಿನ ಹಳೆ ವಿದ್ಯಾರ್ಥಿಗಳ ಸಂಘದ ನೂತನ ಪದಾಧಿಕಾರಿಗಳನ್ನು ಸರ್ವಾನುಮತದಿಂದ ಆಯ್ಕೆ ಮಾಡಲಾಯಿತು. ಅಧ್ಯಕ್ಷರಾಗಿ, ಉಪಾಧ್ಯಕ್ಷರಾಗಿ, ಕಾರ್ಯದರ್ಶಿಯಾಗಿ ಹಾಗೂ ಖಜಾಂಚಿಯಾಗಿ ಹಿರಿಯ ವಿದ್ಯಾರ್ಥಿಗಳು ಆಯ್ಕೆಯಾದರು. ಕಾಲೇಜಿನ ಅಭಿವೃದ್ಧಿಗೆ ಹಳೆ ವಿದ್ಯಾರ್ಥಿಗಳು ಕೈಜೋಡಿಸಬೇಕು, ಬಡ ವಿದ್ಯಾರ್ಥಿಗಳಿಗೆ ವಿದ್ಯಾರ್ಥಿ ವೇತನ ಹಾಗೂ ಪುಸ್ತಕ ವಿತರಣೆ ಮಾಡುವ ಉದ್ದೇಶ ಹೊಂದಲಾಗಿದೆ ಎಂದು ನೂತನ ಅಧ್ಯಕ್ಷರು ತಿಳಿಸಿದರು. ಸಭೆಯಲ್ಲಿ ಪ್ರಾಂಶುಪಾಲರು, ಉಪನ್ಯಾಸಕರು ಹಾಗೂ ವಿವಿಧ ತಂಡಗಳ ಹಳೆಯ ವಿದ್ಯಾರ್ಥಿಗಳು ಉಪಸ್ಥಿತರಿದ್ದರು. — [35, 587, 195, 641]
section-banner — [300, 6, 460, 36]
lead-kicker: ದೇವನಹಳ್ಳಿ ಪಿಎಲ್‌ಡಿ ಬ್ಯಾಂಕ್ ಪದಾಧಿಕಾರಿಗಳಿಗೆ ಅಭಿನಂದನಾ ಸಮಾರಂಭ — [384, 68, 732, 86]
lead-photo — [390, 160, 742, 294]
lake-body — [478, 1160, 626, 1408]
lake-headline: ಮುತ್ತಾನಲ್ಲೂರು ಕೆರೆ ಉಳಿವಿಗೆ ಹೋರಾಟ — [544, 1128, 844, 1154]
brief-4-dateline: ಕೋಲಾರ: — [35, 901, 53, 907]
guarantee-body — [208, 956, 302, 1051]
ragi-photo-1 — [168, 1160, 314, 1264]
masthead — [0, 0, 945, 60]
gangamma-photo — [330, 680, 508, 812]
sidebar-title-1: ಎಚ್‌ಡಿಕೆಯಿಂದ — [806, 160, 854, 171]
jayanthi-dateline: ಆನೇಕಲ್: — [518, 985, 536, 991]
jayanthi-body-cont-2: ಅಲಿಪ್ತನ ಬ್ರಹ್ಮಶ್ರೀ ಶ್ರೀಕಂಠ ಶಿವಾಚಾರ್ಯರ ಜಯಂತಿ ಮಹೋತ್ಸವವನ್ನು ಪಟ್ಟಣದ ಮಠದಲ್ಲಿ ಶ್ರದ್ಧಾಭಕ್ತಿಯಿಂದ ಆಚರಿಸಲಾಯಿತು. ಬೆಳಗ್ಗೆ ಗುರುಗಳ ಭಾವಚಿತ್ರದ ಮೆರವಣಿಗೆ, ರುದ್ರಾಭಿಷೇಕ, ವಿಶೇಷ ಪೂಜೆ ನೆರವೇರಿತು. ಧಾರ್ಮಿಕ ಸಭೆಯಲ್ಲಿ ಮಾತನಾಡಿದ ಸ್ವಾಮೀಜಿಗಳು, ಶಿವಾಚಾರ್ಯರ ತತ್ವ ಸಿದ್ಧಾಂತಗಳು ಇಂದಿಗೂ ಪ್ರಸ್ತುತ, ಯುವ ಪೀಳಿಗೆ ಅವರ ಆದರ್ಶಗಳನ್ನು ಪಾಲಿಸಬೇಕು ಎಂದರು. ಸಮಾಜದ ಮುಖಂಡರು, ಭಕ್ತಾದಿಗಳು ಪಾಲ್ಗೊಂಡಿದ್ದರು. ಪ್ರಸಾದ ವಿನಿಯೋಗ ನಡೆಯಿತು. — [782, 985, 910, 1039]
masthead-rule — [35, 58, 915, 59]
lake-kicker: ಕೈಗಾರಿಕೆ, ಆಸ್ಪತ್ರೆ ಕಲುಷಿತ ನೀರು ಸೇರ್ಪಡೆ | ಜನ-ಜಾನುವಾರಿಗೆ ನೀರಿನ ಕೊರತೆ — [570, 1111, 818, 1122]
lead-body-cont-2-text: ಜೆಡಿಎಸ್ ಪಕ್ಷವನ್ನು ಕ್ಷೇತ್ರದಾದ್ಯಂತ ತಳಮಟ್ಟದಿಂದ ಸಂಘಟಿಸಲಾಗುವುದು ಎಂದು ಮಾಜಿ ಶಾಸಕ ಎಲ್.ಎನ್.ನಾರಾಯಣಸ್ವಾಮಿ ತಿಳಿಸಿದರು. ಪಟ್ಟಣದ ಖಾಸಗಿ ಸಭಾಂಗಣದಲ್ಲಿ ಏರ್ಪಡಿಸಿದ್ದ ಪಿಎಲ್‌ಡಿ ಬ್ಯಾಂಕ್ ನೂತನ ಪದಾಧಿಕಾರಿಗಳ ಅಭಿನಂದನಾ ಸಮಾರಂಭದಲ್ಲಿ ಅವರು ಮಾತನಾಡಿದರು. ಸಹಕಾರ ಕ್ಷೇತ್ರದಲ್ಲಿ ಪಕ್ಷದ ಬೆಂಬಲಿತ ಅಭ್ಯರ್ಥಿಗಳು ಜಯಗಳಿಸಿರುವುದು ಕಾರ್ಯಕರ್ತರ ಶ್ರಮದ ಫಲವಾಗಿದೆ. ಮುಂಬರುವ ಜಿಲ್ಲಾ ಹಾಗೂ ತಾಲೂಕು ಪಂಚಾಯಿತಿ ಚುನಾವಣೆಗಳಲ್ಲಿ ಪಕ್ಷವನ್ನು ಗೆಲ್ಲಿಸಲು ಎಲ್ಲರೂ ಒಗ್ಗಟ್ಟಾಗಿ ಶ್ರಮಿಸಬೇಕು. ಗ್ರಾಮ ಮಟ್ಟದಲ್ಲಿ ಬೂತ್ ಸಮಿತಿಗಳನ್ನು ರಚಿಸಿ ಯುವಕರಿಗೆ ಜವಾಬ್ದಾರಿ ನೀಡಲಾಗುವುದು. ರೈತರ ಹಿತ ಕಾಯುವ ಕೆಲಸವನ್ನು ಪಕ್ಷ ನಿರಂತರವಾಗಿ ಮಾಡಲಿದೆ ಎಂದರು. ಬ್ಯಾಂಕ್ ಅಧ್ಯಕ್ಷರು ಮಾತನಾಡಿ, ರೈತರಿಗೆ ದೀರ್ಘಾವಧಿ ಸಾಲ ಸೌಲಭ್ಯವನ್ನು ಪಾರದರ್ಶಕವಾಗಿ ವಿತರಿಸಲಾಗುವುದು, ಬ್ಯಾಂಕಿನ ಆರ್ಥಿಕ ಸ್ಥಿತಿಯನ್ನು ಬಲಪಡಿಸಲು ಕ್ರಮ ಕೈಗೊಳ್ಳಲಾಗುವುದು ಎಂದರು. ಪಕ್ಷದ ತಾಲೂಕು ಅಧ್ಯಕ್ಷರು, ಮುಖಂಡರು, ಪದಾಧಿಕಾರಿಗಳು ಹಾಗೂ ನೂರಾರು ಕಾರ್ಯಕರ್ತರು ಸಮಾರಂಭದಲ್ಲಿ ಉಪಸ್ಥಿತರಿದ್ದರು. ಈ ಸಂದರ್ಭದಲ್ಲಿ ನೂತನ ನಿರ್ದೇಶಕರನ್ನು ಸನ್ಮಾನಿಸಲಾಯಿತು. ಯಾವುದೇ ಚುನಾವಣೆ ಬಂದರೂ ಎದುರಿಸಲು ಪಕ್ಷ ಸಜ್ಜಾಗಿದೆ, ಕಾರ್ಯಕರ್ತರ ವಿಶ್ವಾಸವೇ ನಮ್ಮ ಶಕ್ತಿ ಎಂದು ಮುಖಂಡರು ಹೇಳಿದರು. — [568, 299, 742, 393]
sahitya-headline: 13ನೇ ಕನ್ನಡ ಸಾಹಿತ್ಯ ಸಮ್ಮೇಳನ ಇಂದು — [573, 438, 855, 463]
ragi-dateline: ದೊಡ್ಡಬಳ್ಳಾಪುರ: — [35, 1161, 64, 1167]
brand-block — [690, 0, 945, 58]
lake-body-text: ತಾಲೂಕಿನ ಮುತ್ತಾನಲ್ಲೂರು ಕೆರೆಗೆ ಸುತ್ತಮುತ್ತಲ ಕೈಗಾರಿಕೆಗಳು ಹಾಗೂ ಆಸ್ಪತ್ರೆಗಳ ಕಲುಷಿತ ನೀರು ಸೇರುತ್ತಿದ್ದು, ಕೆರೆ ಸಂರಕ್ಷಣೆಗೆ ಒತ್ತಾಯಿಸಿ ಗ್ರಾಮಸ್ಥರು ಹೋರಾಟ ಆರಂಭಿಸಿದ್ದಾರೆ. ಒಂದು ಕಾಲದಲ್ಲಿ ಕುಡಿಯುವ ನೀರಿನ ಮೂಲವಾಗಿದ್ದ ಕೆರೆ ಇಂದು ವಿಷಕಾರಿಯಾಗಿ ಪರಿವರ್ತನೆಯಾಗಿದೆ. ಜನ ಜಾನುವಾರುಗಳಿಗೆ ನೀರಿನ ಕೊರತೆ ಎದುರಾಗಿದ್ದು, ಅಂತರ್ಜಲ ಮಟ್ಟವೂ ಕುಸಿದಿದೆ. ಕೆರೆ ಒತ್ತುವರಿಯನ್ನು ತೆರವುಗೊಳಿಸಿ, ಹೂಳು ತೆಗೆದು ಶುದ್ಧ ನೀರು ಹರಿಯುವಂತೆ ಮಾಡಬೇಕು. ಈ ಬಗ್ಗೆ ಹಲವು ಬಾರಿ ಸಂಬಂಧಪಟ್ಟ ಅಧಿಕಾರಿಗಳಿಗೆ ಮನವಿ ಸಲ್ಲಿಸಿದರೂ ಪ್ರಯೋಜನವಾಗಿಲ್ಲ. ಸುಮಾರು 20 ಎಕರೆ ಪ್ರದೇಶದಲ್ಲಿ ಹರಡಿರುವ ಕೆರೆ ಉಳಿಸಲು ಜಿಲ್ಲಾಡಳಿತ ತಕ್ಷಣ ಕ್ರಮ ಕೈಗೊಳ್ಳದಿದ್ದರೆ ಉಗ್ರ ಹೋರಾಟ ನಡೆಸಲಾಗುವುದು ಎಂದು ಗ್ರಾಮಸ್ಥರು ಎಚ್ಚರಿಸಿದರು. ಪರಿಸರವಾದಿಗಳು, ರೈತ ಸಂಘದ ಮುಖಂಡರು, ಗ್ರಾಮ ಪಂಚಾಯಿತಿ ಸದಸ್ಯರು ಹಾಗೂ ಸ್ಥಳೀಯರು ಪ್ರತಿಭಟನೆಯಲ್ಲಿ ಪಾಲ್ಗೊಂಡಿದ್ದರು. — [478, 1161, 626, 1239]
lead-sidebar — [750, 160, 910, 422]
brief-4-title: ಕೌಶಲದಿಂದ ವಿಪುಲ ಉದ್ಯೋಗಾವಕಾಶ — [62, 877, 172, 887]
brief-3-body — [35, 586, 195, 874]
sahitya-badge — [644, 476, 754, 498]
registration-marks-3 — [590, 1410, 616, 1415]
jayanthi-body-text: ಅಲಿಪ್ತನ ಬ್ರಹ್ಮಶ್ರೀ ಶ್ರೀಕಂಠ ಶಿವಾಚಾರ್ಯರ ಜಯಂತಿ ಮಹೋತ್ಸವವನ್ನು ಪಟ್ಟಣದ ಮಠದಲ್ಲಿ ಶ್ರದ್ಧಾಭಕ್ತಿಯಿಂದ ಆಚರಿಸಲಾಯಿತು. ಬೆಳಗ್ಗೆ ಗುರುಗಳ ಭಾವಚಿತ್ರದ ಮೆರವಣಿಗೆ, ರುದ್ರಾಭಿಷೇಕ, ವಿಶೇಷ ಪೂಜೆ ನೆರವೇರಿತು. ಧಾರ್ಮಿಕ ಸಭೆಯಲ್ಲಿ ಮಾತನಾಡಿದ ಸ್ವಾಮೀಜಿಗಳು, ಶಿವಾಚಾರ್ಯರ ತತ್ವ ಸಿದ್ಧಾಂತಗಳು ಇಂದಿಗೂ ಪ್ರಸ್ತುತ, ಯುವ ಪೀಳಿಗೆ ಅವರ ಆದರ್ಶಗಳನ್ನು ಪಾಲಿಸಬೇಕು ಎಂದರು. ಸಮಾಜದ ಮುಖಂಡರು, ಭಕ್ತಾದಿಗಳು ಪಾಲ್ಗೊಂಡಿದ್ದರು. ಪ್ರಸಾದ ವಿನಿಯೋಗ ನಡೆಯಿತು. — [518, 985, 648, 1039]
sidebar-body-cont: ಜೆಡಿಎಸ್ ಪಕ್ಷವನ್ನು ಕ್ಷೇತ್ರದಾದ್ಯಂತ ತಳಮಟ್ಟದಿಂದ ಸಂಘಟಿಸಲಾಗುವುದು ಎಂದು ಮಾಜಿ ಶಾಸಕ ಎಲ್.ಎನ್.ನಾರಾಯಣಸ್ವಾಮಿ ತಿಳಿಸಿದರು. ಪಟ್ಟಣದ ಖಾಸಗಿ ಸಭಾಂಗಣದಲ್ಲಿ ಏರ್ಪಡಿಸಿದ್ದ ಪಿಎಲ್‌ಡಿ ಬ್ಯಾಂಕ್ ನೂತನ ಪದಾಧಿಕಾರಿಗಳ ಅಭಿನಂದನಾ ಸಮಾರಂಭದಲ್ಲಿ ಅವರು ಮಾತನಾಡಿದರು. ಸಹಕಾರ ಕ್ಷೇತ್ರದಲ್ಲಿ ಪಕ್ಷದ ಬೆಂಬಲಿತ ಅಭ್ಯರ್ಥಿಗಳು ಜಯಗಳಿಸಿರುವುದು ಕಾರ್ಯಕರ್ತರ ಶ್ರಮದ ಫಲವಾಗಿದೆ. ಮುಂಬರುವ ಜಿಲ್ಲಾ ಹಾಗೂ ತಾಲೂಕು ಪಂಚಾಯಿತಿ ಚುನಾವಣೆಗಳಲ್ಲಿ ಪಕ್ಷವನ್ನು ಗೆಲ್ಲಿಸಲು ಎಲ್ಲರೂ ಒಗ್ಗಟ್ಟಾಗಿ ಶ್ರಮಿಸಬೇಕು. ಗ್ರಾಮ ಮಟ್ಟದಲ್ಲಿ ಬೂತ್ ಸಮಿತಿಗಳನ್ನು ರಚಿಸಿ ಯುವಕರಿಗೆ ಜವಾಬ್ದಾರಿ ನೀಡಲಾಗುವುದು. ರೈತರ ಹಿತ ಕಾಯುವ ಕೆಲಸವನ್ನು ಪಕ್ಷ ನಿರಂತರವಾಗಿ ಮಾಡಲಿದೆ ಎಂದರು. ಬ್ಯಾಂಕ್ ಅಧ್ಯಕ್ಷರು ಮಾತನಾಡಿ, ರೈತರಿಗೆ ದೀರ್ಘಾವಧಿ ಸಾಲ ಸೌಲಭ್ಯವನ್ನು ಪಾರದರ್ಶಕವಾಗಿ ವಿತರಿಸಲಾಗುವುದು, ಬ್ಯಾಂಕಿನ ಆರ್ಥಿಕ ಸ್ಥಿತಿಯನ್ನು ಬಲಪಡಿಸಲು ಕ್ರಮ ಕೈಗೊಳ್ಳಲಾಗುವುದು ಎಂದರು. ಪಕ್ಷದ ತಾಲೂಕು ಅಧ್ಯಕ್ಷರು, ಮುಖಂಡರು, ಪದಾಧಿಕಾರಿಗಳು ಹಾಗೂ ನೂರಾರು ಕಾರ್ಯಕರ್ತರು ಸಮಾರಂಭದಲ್ಲಿ ಉಪಸ್ಥಿತರಿದ್ದರು. ಈ ಸಂದರ್ಭದಲ್ಲಿ ನೂತನ ನಿರ್ದೇಶಕರನ್ನು ಸನ್ಮಾನಿಸಲಾಯಿತು. ಯಾವುದೇ ಚುನಾವಣೆ ಬಂದರೂ ಎದುರಿಸಲು ಪಕ್ಷ ಸಜ್ಜಾಗಿದೆ, ಕಾರ್ಯಕರ್ತರ ವಿಶ್ವಾಸವೇ ನಮ್ಮ ಶಕ್ತಿ ಎಂದು ಮುಖಂಡರು ಹೇಳಿದರು. — [750, 307, 910, 409]
sahitya-body-cont-text: ಕನ್ನಡ ಸಾಹಿತ್ಯ ಪರಿಷತ್ತಿನ ವತಿಯಿಂದ ಮಾ.5ರಂದು ತಾಲೂಕಿನ ಯಂಟಗಾನಹಳ್ಳಿಯಲ್ಲಿ 13ನೇ ಕನ್ನಡ ಸಾಹಿತ್ಯ ಸಮ್ಮೇಳನವನ್ನು ಹಮ್ಮಿಕೊಳ್ಳಲಾಗಿದೆ. ಸಮ್ಮೇಳನದ ಅಧ್ಯಕ್ಷರಾಗಿ ಹಿರಿಯ ಸಾಹಿತಿ ಆಯ್ಕೆಯಾಗಿದ್ದು, ಬೆಳಗ್ಗೆ ಕನ್ನಡ ಭುವನೇಶ್ವರಿಯ ಮೆರವಣಿಗೆಯೊಂದಿಗೆ ಕಾರ್ಯಕ್ರಮ ಆರಂಭವಾಗಲಿದೆ. ವಿವಿಧ ಗೋಷ್ಠಿಗಳು, ಕವಿಗೋಷ್ಠಿ, ಸಾಂಸ್ಕೃತಿಕ ಕಾರ್ಯಕ್ರಮಗಳು ನಡೆಯಲಿದ್ದು, ಸಾಧಕರಿಗೆ ಸನ್ಮಾನ ಮಾಡಲಾಗುವುದು. ಸಾರ್ವಜನಿಕರು ಹೆಚ್ಚಿನ ಸಂಖ್ಯೆಯಲ್ಲಿ ಭಾಗವಹಿಸಿ ಯಶಸ್ವಿಗೊಳಿಸಬೇಕು ಎಂದು ಪರಿಷತ್ತಿನ ತಾಲೂಕು ಅಧ್ಯಕ್ಷರು ಮನವಿ ಮಾಡಿದ್ದಾರೆ. ಶ್ರೀನಿವಾಸ್ ಪ್ರತಿಷ್ಠಾನ, 13ನೇ ಸಮ್ಮೇಳನ ನಡೆಯುತ್ತಿರುವುದು ಹೆಮ್ಮೆಯ ವಿಷಯ. ಕನ್ನಡ ನಾಡು ನುಡಿ ಸಂಸ್ಕೃತಿಯ ಉಳಿವಿಗೆ ಸಮ್ಮೇಳನಗಳು ಸಹಕಾರಿಯಾಗಿವೆ. ಗ್ರಾಮೀಣ ಭಾಗದ ಪ್ರತಿಭೆಗಳಿಗೆ ವೇದಿಕೆ ಕಲ್ಪಿಸುವ ಉದ್ದೇಶದಿಂದ ಈ ಬಾರಿ ಗ್ರಾಮದಲ್ಲಿ ಸಮ್ಮೇಳನ ಆಯೋಜಿಸಲಾಗಿದೆ. ಕನ್ನಡ ಭಾಷೆ ಉಳಿಸಿ ಬೆಳೆಸುವ ಕೆಲಸ ಎಲ್ಲರಿಂದ ಆಗಬೇಕು. ಸಮ್ಮೇಳನದ ಅಂಗವಾಗಿ ಪುಸ್ತಕ ಮಳಿಗೆ ಹಾಗೂ ಚಿತ್ರಕಲಾ ಪ್ರದರ್ಶನ ಏರ್ಪಡಿಸಲಾಗಿದೆ ಎಂದರು. — [760, 475, 910, 569]
kirusuddi-text: ಕಿರು ಸುದ್ದಿ — [88, 78, 121, 90]
brief-1-text: ಗ್ರಾಮ ಪಂಚಾಯಿತಿ ವ್ಯಾಪ್ತಿಯಲ್ಲಿ ಉತ್ತಮ ಕಾರ್ಯನಿರ್ವಹಣೆ ತೋರಿದ ಮರಸೂರು ಗ್ರಾಮ ಪಂಚಾಯಿತಿಗೆ ಮಹಾತ್ಮ ಗಾಂಧಿ ರಾಷ್ಟ್ರೀಯ ಉದ್ಯೋಗ ಖಾತ್ರಿ ಯೋಜನೆ ಅಡಿ ಪ್ರಶಸ್ತಿಯನ್ನು ಮಾ.5ರಂದು ಪ್ರದಾನ ಮಾಡಲಾಗುತ್ತಿದೆ. ಬೆಂಗಳೂರು ನಗರ ಜಿಲ್ಲೆಯಲ್ಲಿ ಉತ್ತಮ ಸಾಧನೆ ತೋರಿದ ಪಂಚಾಯಿತಿಯನ್ನು ಗುರುತಿಸಿ ಜಿಲ್ಲಾ ಪಂಚಾಯಿತಿ ವತಿಯಿಂದ ಪ್ರಶಸ್ತಿ ನೀಡಲಾಗುತ್ತಿದ್ದು, ಗ್ರಾಮಸ್ಥರ ಸಹಕಾರದಿಂದ ಈ ಸಾಧನೆ ಸಾಧ್ಯವಾಗಿದೆ ಎಂದು ಪಂಚಾಯಿತಿ ಅಧ್ಯಕ್ಷರು ತಿಳಿಸಿದ್ದಾರೆ. ಕಾರ್ಯಕ್ರಮದಲ್ಲಿ ಜನಪ್ರತಿನಿಧಿಗಳು, ಅಧಿಕಾರಿಗಳು ಹಾಗೂ ಗ್ರಾಮಸ್ಥರು ಭಾಗವಹಿಸಲಿದ್ದಾರೆ ಎಂದು ಪಂಚಾಯಿತಿ ಅಭಿವೃದ್ಧಿ ಅಧಿಕಾರಿ ತಿಳಿಸಿದ್ದಾರೆ. ಕೂಲಿ ಕಾರ್ಮಿಕರಿಗೆ ಸಕಾಲದಲ್ಲಿ ಕೂಲಿ ಪಾವತಿ, ಕೆರೆ ಹೂಳೆತ್ತುವ ಕಾಮಗಾರಿ ಹಾಗೂ ಶಾಲಾ ಆವರಣ ಗೋಡೆ ನಿರ್ಮಾಣ ಕಾರ್ಯಗಳಲ್ಲಿ ಪಂಚಾಯಿತಿ ಮುಂಚೂಣಿಯಲ್ಲಿದೆ. — [35, 147, 195, 217]
jayanthi-body — [518, 984, 648, 1088]
gangamma-body-text: ಸಂಗಾರಿ ಹೋಬಳಿಯ ದೊಡ್ಡಮುದ್ದನಹಳ್ಳಿ ಗ್ರಾಮದ ಗ್ರಾಮದೇವತೆ ಶ್ರೀ ಗಂಗಮ್ಮದೇವಿಗೆ ಮಾರ್ಚ್ ತಿಂಗಳ ಮೊದಲನೇ ಮಂಗಳವಾರ ವಿಶೇಷ ಹೂವಿನ ಅಲಂಕಾರ ಮಾಡಲಾಗಿತ್ತು. ಬೆಳಗ್ಗಿನಿಂದಲೇ ಭಕ್ತಾದಿಗಳು ದೇವರ ದರ್ಶನ ಪಡೆದರು. ವಿಶೇಷ ಪೂಜೆ, ಅಭಿಷೇಕ ಹಾಗೂ ಮಹಾಮಂಗಳಾರತಿ ನೆರವೇರಿಸಲಾಯಿತು. ಬಂದ ಭಕ್ತರಿಗೆ ಅನ್ನದಾಸೋಹ ವ್ಯವಸ್ಥೆ ಮಾಡಲಾಗಿತ್ತು. (ಹಾಶಿಮ್) — [208, 681, 324, 727]
guarantee-body-text: ರಾಜ್ಯ ಸರ್ಕಾರದ ಗ್ಯಾರಂಟಿ ಯೋಜನೆಗಳಿಂದ ರಾಜ್ಯದಲ್ಲಿ ಅಭಿವೃದ್ಧಿ ಕಾರ್ಯಗಳಿಗೆ ತೊಡಕಾಗಿದೆ ಎಂದು ಬಿಜೆಪಿ ಮುಖಂಡರು ಆರೋಪಿಸಿದರು. ನಗರದಲ್ಲಿ ಪ್ರತಿಭಟನೆ ನಡೆಸಿದ ಅವರು, ಗ್ರಾಮೀಣ ರಸ್ತೆಗಳು, ಕುಡಿಯುವ ನೀರು ಹಾಗೂ ಮೂಲಸೌಕರ್ಯ ಕಾಮಗಾರಿಗಳಿಗೆ ಅನುದಾನ ಬಿಡುಗಡೆಯಾಗುತ್ತಿಲ್ಲ. 2023-24ನೇ ಸಾಲಿನಲ್ಲಿ ಮಂಜೂರಾದ ಕಾಮಗಾರಿಗಳು ಸ್ಥಗಿತಗೊಂಡಿವೆ. ಎಸ್‌ಸಿ, ಎಸ್‌ಟಿ ಸಮುದಾಯಗಳ ಕಲ್ಯಾಣಕ್ಕೆ ಮೀಸಲಿಟ್ಟ ಹಣವನ್ನು ಗ್ಯಾರಂಟಿಗಳಿಗೆ ಬಳಸಲಾಗುತ್ತಿದೆ. ಸರ್ಕಾರ ಕೂಡಲೇ ಎಚ್ಚೆತ್ತು ಅಭಿವೃದ್ಧಿ ಕಾರ್ಯಗಳಿಗೆ ಹಣ ಬಿಡುಗಡೆ ಮಾಡಬೇಕು ಎಂದು ಒತ್ತಾಯಿಸಿದರು. — [208, 957, 302, 1051]
sahitya-portrait-1 — [644, 504, 682, 544]
date-block — [50, 8, 160, 42]
education-body — [518, 704, 652, 944]
kirusuddi-logo — [35, 64, 195, 106]
lead-body-cont-1-text: ಜೆಡಿಎಸ್ ಪಕ್ಷವನ್ನು ಕ್ಷೇತ್ರದಾದ್ಯಂತ ತಳಮಟ್ಟದಿಂದ ಸಂಘಟಿಸಲಾಗುವುದು ಎಂದು ಮಾಜಿ ಶಾಸಕ ಎಲ್.ಎನ್.ನಾರಾಯಣಸ್ವಾಮಿ ತಿಳಿಸಿದರು. ಪಟ್ಟಣದ ಖಾಸಗಿ ಸಭಾಂಗಣದಲ್ಲಿ ಏರ್ಪಡಿಸಿದ್ದ ಪಿಎಲ್‌ಡಿ ಬ್ಯಾಂಕ್ ನೂತನ ಪದಾಧಿಕಾರಿಗಳ ಅಭಿನಂದನಾ ಸಮಾರಂಭದಲ್ಲಿ ಅವರು ಮಾತನಾಡಿದರು. ಸಹಕಾರ ಕ್ಷೇತ್ರದಲ್ಲಿ ಪಕ್ಷದ ಬೆಂಬಲಿತ ಅಭ್ಯರ್ಥಿಗಳು ಜಯಗಳಿಸಿರುವುದು ಕಾರ್ಯಕರ್ತರ ಶ್ರಮದ ಫಲವಾಗಿದೆ. ಮುಂಬರುವ ಜಿಲ್ಲಾ ಹಾಗೂ ತಾಲೂಕು ಪಂಚಾಯಿತಿ ಚುನಾವಣೆಗಳಲ್ಲಿ ಪಕ್ಷವನ್ನು ಗೆಲ್ಲಿಸಲು ಎಲ್ಲರೂ ಒಗ್ಗಟ್ಟಾಗಿ ಶ್ರಮಿಸಬೇಕು. ಗ್ರಾಮ ಮಟ್ಟದಲ್ಲಿ ಬೂತ್ ಸಮಿತಿಗಳನ್ನು ರಚಿಸಿ ಯುವಕರಿಗೆ ಜವಾಬ್ದಾರಿ ನೀಡಲಾಗುವುದು. ರೈತರ ಹಿತ ಕಾಯುವ ಕೆಲಸವನ್ನು ಪಕ್ಷ ನಿರಂತರವಾಗಿ ಮಾಡಲಿದೆ ಎಂದರು. ಬ್ಯಾಂಕ್ ಅಧ್ಯಕ್ಷರು ಮಾತನಾಡಿ, ರೈತರಿಗೆ ದೀರ್ಘಾವಧಿ ಸಾಲ ಸೌಲಭ್ಯವನ್ನು ಪಾರದರ್ಶಕವಾಗಿ ವಿತರಿಸಲಾಗುವುದು, ಬ್ಯಾಂಕಿನ ಆರ್ಥಿಕ ಸ್ಥಿತಿಯನ್ನು ಬಲಪಡಿಸಲು ಕ್ರಮ ಕೈಗೊಳ್ಳಲಾಗುವುದು ಎಂದರು. ಪಕ್ಷದ ತಾಲೂಕು ಅಧ್ಯಕ್ಷರು, ಮುಖಂಡರು, ಪದಾಧಿಕಾರಿಗಳು ಹಾಗೂ ನೂರಾರು ಕಾರ್ಯಕರ್ತರು ಸಮಾರಂಭದಲ್ಲಿ ಉಪಸ್ಥಿತರಿದ್ದರು. ಈ ಸಂದರ್ಭದಲ್ಲಿ ನೂತನ ನಿರ್ದೇಶಕರನ್ನು ಸನ್ಮಾನಿಸಲಾಯಿತು. ಯಾವುದೇ ಚುನಾವಣೆ ಬಂದರೂ ಎದುರಿಸಲು ಪಕ್ಷ ಸಜ್ಜಾಗಿದೆ, ಕಾರ್ಯಕರ್ತರ ವಿಶ್ವಾಸವೇ ನಮ್ಮ ಶಕ್ತಿ ಎಂದು ಮುಖಂಡರು ಹೇಳಿದರು. — [390, 299, 562, 401]
felicitation-photo — [208, 434, 510, 574]
ragi-body — [35, 1160, 163, 1408]
lead-headline: ತಳಮಟ್ಟದಿಂದ ಜೆಡಿಎಸ್ ಸಂಘಟನೆ — [349, 96, 767, 141]
kirusuddi-column — [35, 62, 195, 982]
lake-body-cont-1: ತಾಲೂಕಿನ ಮುತ್ತಾನಲ್ಲೂರು ಕೆರೆಗೆ ಸುತ್ತಮುತ್ತಲ ಕೈಗಾರಿಕೆಗಳು ಹಾಗೂ ಆಸ್ಪತ್ರೆಗಳ ಕಲುಷಿತ ನೀರು ಸೇರುತ್ತಿದ್ದು, ಕೆರೆ ಸಂರಕ್ಷಣೆಗೆ ಒತ್ತಾಯಿಸಿ ಗ್ರಾಮಸ್ಥರು ಹೋರಾಟ ಆರಂಭಿಸಿದ್ದಾರೆ. ಒಂದು ಕಾಲದಲ್ಲಿ ಕುಡಿಯುವ ನೀರಿನ ಮೂಲವಾಗಿದ್ದ ಕೆರೆ ಇಂದು ವಿಷಕಾರಿಯಾಗಿ ಪರಿವರ್ತನೆಯಾಗಿದೆ. ಜನ ಜಾನುವಾರುಗಳಿಗೆ ನೀರಿನ ಕೊರತೆ ಎದುರಾಗಿದ್ದು, ಅಂತರ್ಜಲ ಮಟ್ಟವೂ ಕುಸಿದಿದೆ. ಕೆರೆ ಒತ್ತುವರಿಯನ್ನು ತೆರವುಗೊಳಿಸಿ, ಹೂಳು ತೆಗೆದು ಶುದ್ಧ ನೀರು ಹರಿಯುವಂತೆ ಮಾಡಬೇಕು. ಈ ಬಗ್ಗೆ ಹಲವು ಬಾರಿ ಸಂಬಂಧಪಟ್ಟ ಅಧಿಕಾರಿಗಳಿಗೆ ಮನವಿ ಸಲ್ಲಿಸಿದರೂ ಪ್ರಯೋಜನವಾಗಿಲ್ಲ. ಸುಮಾರು 20 ಎಕರೆ ಪ್ರದೇಶದಲ್ಲಿ ಹರಡಿರುವ ಕೆರೆ ಉಳಿಸಲು ಜಿಲ್ಲಾಡಳಿತ ತಕ್ಷಣ ಕ್ರಮ ಕೈಗೊಳ್ಳದಿದ್ದರೆ ಉಗ್ರ ಹೋರಾಟ ನಡೆಸಲಾಗುವುದು ಎಂದು ಗ್ರಾಮಸ್ಥರು ಎಚ್ಚರಿಸಿದರು. ಪರಿಸರವಾದಿಗಳು, ರೈತ ಸಂಘದ ಮುಖಂಡರು, ಗ್ರಾಮ ಪಂಚಾಯಿತಿ ಸದಸ್ಯರು ಹಾಗೂ ಸ್ಥಳೀಯರು ಪ್ರತಿಭಟನೆಯಲ್ಲಿ ಪಾಲ್ಗೊಂಡಿದ್ದರು. — [632, 1271, 768, 1357]
section-title: ಪ್ರಾದೇಶಿಕ — [351, 10, 409, 32]
band-left — [195, 1098, 495, 1103]
lake-dateline: ಆನೇಕಲ್: — [478, 1161, 496, 1167]
gangamma-headline: ಗಂಗಮ್ಮದೇವಿಗೆ ಅಲಂಕಾರ — [268, 646, 450, 671]
registration-marks-2 — [330, 1410, 356, 1415]
ragi-kicker: ಎಪಿಎಂಸಿ ಮಾರುಕಟ್ಟೆ ಆವರಣದಲ್ಲಿ ರಾಗಿ ಖರೀದಿ ಕೇಂದ್ರಕ್ಕೆ ಚಾಲನೆ — [136, 1110, 364, 1123]
education-body-text: ರಾಜ್ಯ ಬಜೆಟ್‌ನಲ್ಲಿ ಶಿಕ್ಷಣ ಕ್ಷೇತ್ರಕ್ಕೆ ಶೇ.30ರಷ್ಟು ಅನುದಾನ ಮೀಸಲಿಡಬೇಕು ಎಂದು ಆಗ್ರಹಿಸಿ ಎಸ್‌ಎಫ್‌ಐ ಕಾರ್ಯಕರ್ತರು ನಗರದಲ್ಲಿ ಪ್ರತಿಭಟನೆ ನಡೆಸಿದರು. ಸರ್ಕಾರಿ ಶಾಲೆಗಳ ಮೂಲಸೌಕರ್ಯ ಅಭಿವೃದ್ಧಿ, ಖಾಲಿ ಇರುವ ಶಿಕ್ಷಕರ ಹುದ್ದೆಗಳ ಭರ್ತಿ, ವಿದ್ಯಾರ್ಥಿ ನಿಲಯಗಳ ಸಂಖ್ಯೆ ಹೆಚ್ಚಳ ಹಾಗೂ ವಿದ್ಯಾರ್ಥಿ ವೇತನ ಸಕಾಲದಲ್ಲಿ ಬಿಡುಗಡೆ ಮಾಡಬೇಕು. ಜಿಲ್ಲೆಯಲ್ಲಿ 3500 ರಷ್ಟು ವಿದ್ಯಾರ್ಥಿಗಳು ವಸತಿ ನಿಲಯ ಸೌಲಭ್ಯದಿಂದ ವಂಚಿತರಾಗಿದ್ದಾರೆ. ಖಾಸಗೀಕರಣ ನೀತಿಯಿಂದ ಬಡ ಮಕ್ಕಳು ಶಿಕ್ಷಣದಿಂದ ದೂರ ಉಳಿಯುತ್ತಿದ್ದಾರೆ ಎಂದು ಆರೋಪಿಸಿದರು. ನಂತರ ಜಿಲ್ಲಾಧಿಕಾರಿಗಳ ಮೂಲಕ ಮುಖ್ಯಮಂತ್ರಿಗಳಿಗೆ ಮನವಿ ಸಲ್ಲಿಸಿದರು. ಸಂಘಟನೆಯ ಜಿಲ್ಲಾ ಅಧ್ಯಕ್ಷ, ಕಾರ್ಯದರ್ಶಿ ಹಾಗೂ ನೂರಾರು ವಿದ್ಯಾರ್ಥಿಗಳು ಪಾಲ್ಗೊಂಡಿದ್ದರು. — [518, 705, 652, 783]
